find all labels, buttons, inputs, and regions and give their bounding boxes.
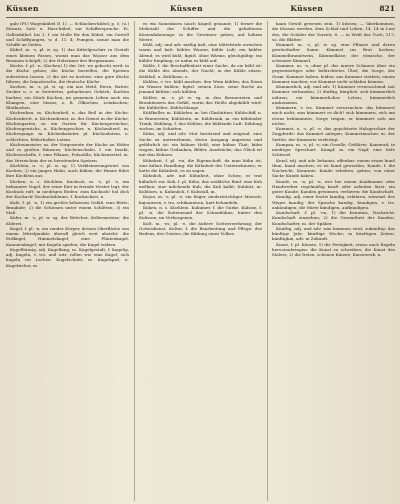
dictionary-entry: Kühler, m. -s, pl. w. sg. in den Brennereien und Brauhäusern das Gefäß, worin das Heiße abgekühlt wird; die Kühlröhre, Kühlschlange. <box>139 94 262 110</box>
dictionary-entry: Küche, f. pl. -n, (Kochen) 1) der Ort, wo gekocht wird: in die Küche gehen; die Küche bestellen, die Speisen zubereiten lassen; 2) die Art zu kochen: eine gute Küche führen; die französische, die deutsche Küche. <box>6 63 129 84</box>
dictionary-entry: Kundig, adj. einer Sache kundig, erfahren, wissend: des Weges kundig; der Sprache kundig. Kundigen, v. trs. ankündigen; die Miete kündigen, aufkündigen. <box>272 194 395 210</box>
running-header <box>6 4 395 18</box>
dictionary-entry: Kücken, n. s. Küchlein. Kuckuck, m. -s, pl. -e, ein bekannter Vogel, der seine Eier in fremde Nester legt; der Kuckuck ruft; in niedrigen Reden: zum Kuckuck! hol dich der Kuckuck! Kuckucksblume, f. Kuckucksei, n. <box>6 178 129 200</box>
headword-right: Küssen <box>290 4 324 13</box>
dictionary-entry: Kuchen, m. -s, pl. w. sg. ein aus Mehl, Eiern, Butter, Zucker u. s. w. bereitetes, gebackenes Gebäck; Kuchen backen; ein Stück Kuchen; im gemeinen Leben auch ein Klumpen, eine Masse, z. B. Ölkuchen, Leinkuchen; Blutkuchen. <box>6 84 129 110</box>
dictionary-entry: Kühlen, v. trs. kühl machen: den Wein kühlen; das Eisen im Wasser kühlen; figürl. seinen Zorn, seine Rache an jemand kühlen; sich kühlen. <box>139 78 262 95</box>
dictionary-entry: Kummer, m. -s, ohne pl. der innere Schmerz über ein gegenwärtiges oder befürchtetes Übel; die Sorge, der Gram: Kummer haben, leiden; aus Kummer sterben; einem Kummer machen; vor Kummer nicht schlafen können. <box>272 63 395 84</box>
dictionary-entry: gale (Pf.) Wagenkübel (f. 1). — Schlacken-kübel, p. 5, (u.) Einsatz, Salz- u. Harz-kübel; zur Schiffersprache. Ei, Gallenkübel. bis 1, f. ein Molle für den Kübel, ein Gestell und Schiffsjungen, w. d. 11. 4; Pumpen, nennt man die Schiffe an Seilen. <box>6 21 129 47</box>
dictionary-entry: Küken, n. s. Küchlein. Kukumer, f. die Gurke. Kulisse, f. pl. -n, die Seitenwand der Schaubühne; hinter den Kulissen, im Verborgenen. <box>139 204 262 221</box>
dictionary-entry: Kund, adj. und adv. bekannt, offenbar: einem etwas kund thun, kund machen; es ist kund geworden; Kunde, f. die Nachricht, Kenntnis: Kunde erhalten, geben; von einer Sache Kunde haben. <box>272 157 395 179</box>
dictionary-entry: Kühn, adj. und adv. Mut besitzend und zeigend, eine Sache zu unternehmen, deren Ausgang ungewiss und gefährlich ist: ein kühner Held; eine kühne That; kühn wagen; kühne Gedanken, Bilder, Ausdrücke; das Glück ist mit den Kühnen. <box>139 131 262 158</box>
dictionary-entry: es ein Samenkorn (auch Kugel) genannt; 1) ferner die Mehrzahl der Schiffer und die gehaltenen Küstenfahrzeuge; in die Gewässer gehen; auf hohem Meere. <box>139 21 262 42</box>
text-columns <box>6 21 395 501</box>
headword-center: Küssen <box>170 4 203 13</box>
dictionary-entry: Kübel, m. -s, pl. w. sg. 1) das Kübelgeschirr in Gestalt eines kleinen Fasses, womit man das Wasser aus dem Brunnen schöpft; 2) der Holzeimer des Bergmannes. <box>6 47 129 63</box>
dictionary-entry: Kümmern, v. trs. Kummer verursachen: das kümmert mich nicht; was kümmert es dich? sich kümmern, sich um etwas bekümmern, Sorge tragen: er kümmert sich um nichts. <box>272 105 395 126</box>
dictionary-entry: Kummet, n. -s, pl. -e, das gepolsterte Halsgeschirr der Zugpferde: das Kummet anlegen; Kummetmacher, m. der Sattler, der Kummete verfertigt. <box>272 126 395 142</box>
column-left <box>6 21 129 501</box>
dictionary-entry: Kumpan, m. -s, pl. -e, ein Geselle, Gefährte, Kamerad; in niedriger Sprechart. Kumpf, m. ein Napf, eine tiefe Schüssel. <box>272 141 395 158</box>
dictionary-entry: kann Gewiß gewesen sein, 1) küssen; — überkommen, die Küssen werden, dem Schlaf und Leben, 14, 14 in Lust des, die Schüler der Vorzeit; 8, — in Weiß das Tuch, 117; so, die Blätter. <box>272 21 395 42</box>
page-number: 821 <box>379 4 395 13</box>
dictionary-entry: Kunde, m. -n, pl. -n, wer bei einem Kaufmanne oder Handwerker regelmäßig kauft oder arbeiten lässt: ein guter Kunde; Kunden gewinnen, verlieren; die Kundschaft. <box>272 178 395 194</box>
dictionary-entry: Kümmel, m. -s, pl. w. sg. eine Pflanze und deren gewürzhafter Same: Kümmel ins Brot backen; Kümmelbranntwein, Kümmelkäse; der römische, der schwarze Kümmel. <box>272 42 395 63</box>
dictionary-entry: Künftig, adj. und adv. was kommen wird, zukünftig: das künftige Jahr; künftige Woche; in künftigen Zeiten; künftighin, adv. in Zukunft. <box>272 225 395 242</box>
dictionary-entry: Kühle, f. die Beschaffenheit einer Sache, da sie kühl ist: die Kühle des Abends, der Nacht; in der Kühle sitzen; Kühlfaß, n. Kühlhaus, n. <box>139 63 262 79</box>
dictionary-entry: Kühl, adj. und adv. mäßig kalt, eine Mittelstufe zwischen warm und kalt: kühles Wasser, kühle Luft; ein kühler Abend; es wird kühl; figürl. ohne Wärme, gleichgültig: ein kühler Empfang; er nahm es kühl auf. <box>139 42 262 63</box>
column-right <box>267 21 395 501</box>
dictionary-entry: Kugel, f. pl. -n, ein runder Körper, dessen Oberfläche von einem Mittelpunkte überall gleich weit absteht: die Erdkugel, Himmelskugel; eine Flintenkugel, Kanonenkugel; mit Kugeln spielen; die Kugel wälzen. <box>6 225 129 247</box>
dictionary-entry: Kufe, f. pl. -n, 1) ein großes hölzernes Gefäß, eine Bütte; Braukufe; 2) die Schienen unter einem Schlitten; 3) ein Maß. <box>6 199 129 215</box>
dictionary-entry: Küchenmeister, m. der Vorgesetzte der Küche an Höfen und in großen Häusern; Küchenschabe, f. ein Insekt; Küchenschelle, f. eine Pflanze, Pulsatilla; Küchenzettel, m. das Verzeichnis der zu bereitenden Speisen. <box>6 141 129 163</box>
dictionary-entry: Küfer, m. -s, pl. w. sg. der Böttcher, Kellermeister; die Küferei. <box>6 215 129 226</box>
dictionary-entry: Kunst, f. pl. Künste, 1) die Fertigkeit, etwas nach Regeln hervorzubringen: die Kunst zu schreiben; die Kunst des Malers; 2) die freien, schönen Künste; Kunstwerk, n. <box>272 241 395 257</box>
dictionary-entry: Küchlein, n. -s, pl. w. sg. 1) Verkleinerungswort von Kuchen; 2) ein junges Huhn, auch Küken; die Henne führt ihre Küchlein aus. <box>6 162 129 179</box>
dictionary-entry: Küchenbau, m. Küchenbeil, n. das Beil in der Küche. Küchenbrett, n. Küchendienst, m. der Dienst in der Küche; Küchengarten, m. ein Garten für Küchengewächse; Küchengewächs, n. Küchengeschirr, n. Küchenherd, m. Küchenjunge, m. Küchenkräuter, pl. Küchenlatein, n. schlechtes, fehlerhaftes Latein. <box>6 110 129 142</box>
dictionary-entry: Kult, m. -es, pl. -e, die äußere Gottesverehrung; der Gottesdienst. Kultur, f. die Bearbeitung und Pflege: des Bodens, des Geistes; die Bildung eines Volkes. <box>139 220 262 236</box>
dictionary-entry: Kundschaft, f. pl. -en, 1) die Kenntnis, Nachricht: Kundschaft einziehen; 2) die Gesamtheit der Kunden; Kundschafter, m. der Späher. <box>272 210 395 226</box>
dictionary-entry: Kühnlich, adv. mit Kühnheit, ohne Scheu; er trat kühnlich vor. Kuh, f. pl. Kühe, das weibliche Rind: eine Kuh melken; eine milchende Kuh; die Kuh kalbt; Kuhhirt, m. Kuhhorn, n. Kuhmilch, f. Kuhstall, m. <box>139 173 262 194</box>
headword-left: Küssen <box>6 4 39 13</box>
dictionary-entry: Kujon, m. -s, pl. -e, ein feiger, niederträchtiger Mensch; kujonieren, v. trs. schikanieren, hart behandeln. <box>139 194 262 205</box>
column-middle <box>134 21 262 501</box>
dictionary-entry: Kühnheit, f. pl. -en, die Eigenschaft, da man kühn ist; eine kühne Handlung: die Kühnheit des Unternehmens; er hatte die Kühnheit, es zu sagen. <box>139 157 262 173</box>
dictionary-entry: Kühlkeller, m. Kühlofen, m. bei Glashütten; Kühlschiff, n. in Brauereien; Kühlstein, m. Kühltrank, m. ein kühlender Trank; Kühlung, f. das Kühlen; die kühlende Luft: Kühlung suchen, im Schatten. <box>139 110 262 131</box>
dictionary-entry: Kugelförmig, adj. Kugelfang, m. Kugelgestalt, f. kugelig, adj. kugeln, v. trs. und intr. rollen wie eine Kugel; sich kugeln vor Lachen. Kugelschnitt, m. Kugelspiel, n. Kugelzieher, m. <box>6 246 129 268</box>
dictionary-entry: Kümmerlich, adj. und adv. 1) Kummer verursachend, mit Kummer verbunden; 2) dürftig, kärglich: sich kümmerlich nähren; ein kümmerliches Leben; kümmerlich auskommen. <box>272 84 395 105</box>
